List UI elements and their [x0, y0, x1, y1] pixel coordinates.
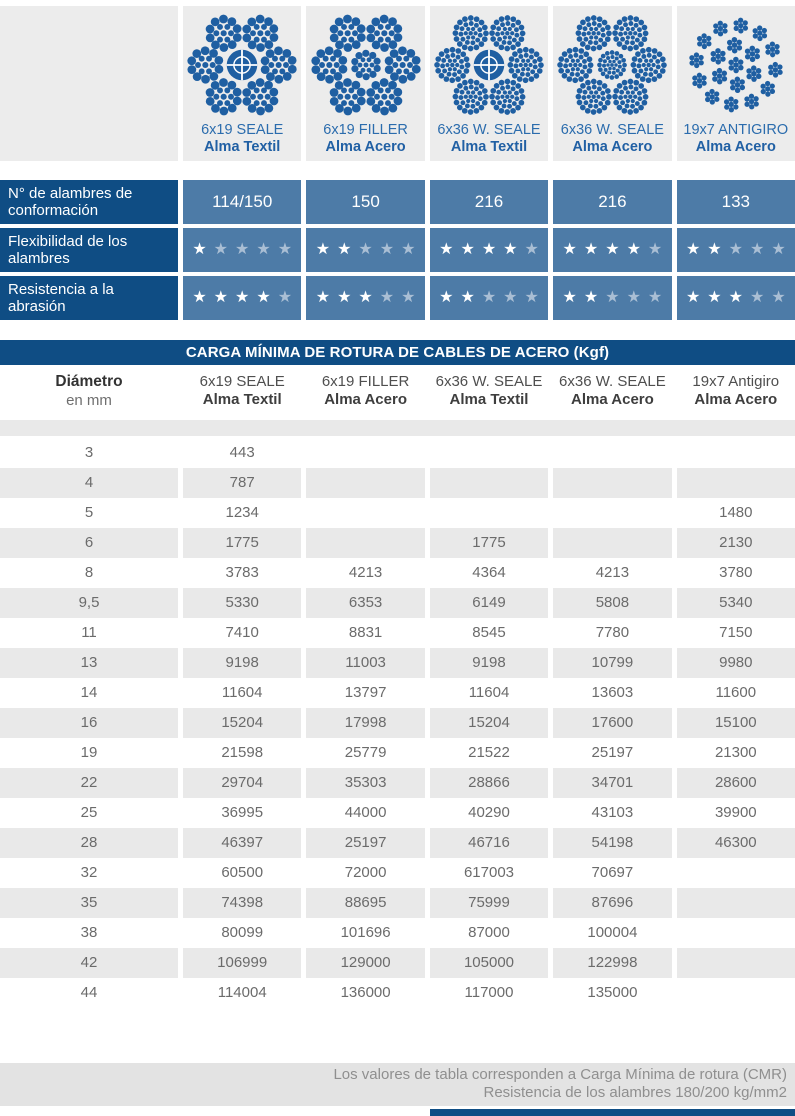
load-value-cell: 15100: [677, 708, 795, 738]
rope-column-header: [430, 373, 548, 410]
star-empty-icon: ★: [647, 241, 663, 258]
load-value-cell: 617003: [463, 863, 515, 881]
diameter-cell: 28: [0, 828, 178, 858]
rope-column-header-line2: Alma Textil: [202, 391, 282, 408]
star-rating: [563, 242, 663, 258]
star-rating: [686, 242, 786, 258]
rope-cross-section-diagram: [433, 8, 545, 122]
rope-panel-label: [437, 123, 540, 156]
star-filled-icon: ★: [213, 289, 229, 306]
star-empty-icon: ★: [771, 289, 786, 306]
star-filled-icon: ★: [439, 289, 454, 306]
rope-core-label: Alma Textil: [450, 139, 528, 156]
star-empty-icon: ★: [647, 289, 663, 306]
load-value-cell: 4364: [472, 563, 506, 581]
load-value-cell: [553, 498, 671, 528]
rope-column-header: [677, 373, 795, 410]
load-value-cell: 80099: [221, 923, 264, 941]
star-filled-icon: ★: [337, 241, 352, 258]
top-left-blank-box: [0, 6, 178, 161]
star-empty-icon: ★: [749, 289, 765, 306]
rope-column-header-line1: 19x7 Antigiro: [692, 373, 780, 390]
load-value-cell: 25779: [344, 743, 387, 761]
diameter-column-header: [0, 373, 178, 410]
star-empty-icon: ★: [256, 241, 271, 258]
spec-row-label: N° de alambres de conformación: [0, 180, 178, 224]
bottom-accent-bar: [430, 1109, 795, 1116]
load-value-cell: 5330: [183, 588, 301, 618]
load-value-cell: [306, 528, 424, 558]
load-value-cell: [677, 888, 795, 918]
spec-row-label: Flexibilidad de los alambres: [0, 228, 178, 272]
diameter-cell: 25: [80, 803, 98, 821]
rope-core-label: Alma Acero: [572, 139, 653, 156]
diameter-cell: 38: [80, 923, 98, 941]
spec-cell-abrasion: [183, 276, 301, 320]
diameter-cell: 32: [80, 863, 98, 881]
rope-type-panels: [0, 6, 795, 161]
catalog-page: [0, 6, 795, 1116]
star-filled-icon: ★: [707, 289, 722, 306]
table-row: [0, 588, 795, 618]
load-value-cell: 7150: [719, 623, 753, 641]
load-value-cell: 21522: [468, 743, 510, 761]
load-value-cell: 129000: [306, 948, 424, 978]
table-row: [0, 708, 795, 738]
star-empty-icon: ★: [503, 289, 518, 306]
load-value-cell: 8545: [472, 623, 506, 641]
star-empty-icon: ★: [401, 289, 416, 306]
table-row: [0, 798, 795, 828]
table-row: [0, 858, 795, 888]
load-value-cell: [430, 498, 548, 528]
load-value-cell: 11003: [306, 648, 424, 678]
star-filled-icon: ★: [460, 241, 475, 258]
load-value-cell: [553, 468, 671, 498]
diameter-cell: 11: [81, 623, 97, 641]
spec-cell-abrasion: [677, 276, 795, 320]
table-body: [0, 438, 795, 1008]
load-value-cell: 136000: [340, 983, 391, 1001]
spec-row-label: Resistencia a la abrasión: [0, 276, 178, 320]
star-filled-icon: ★: [460, 289, 475, 306]
diameter-cell: 6: [0, 528, 178, 558]
load-value-cell: 28600: [677, 768, 795, 798]
load-value-cell: 1775: [183, 528, 301, 558]
star-filled-icon: ★: [192, 289, 207, 306]
star-empty-icon: ★: [481, 289, 497, 306]
load-value-cell: 6149: [430, 588, 548, 618]
spec-cell-abrasion: [430, 276, 548, 320]
star-empty-icon: ★: [277, 289, 293, 306]
load-value-cell: 15204: [183, 708, 301, 738]
load-value-cell: 43103: [591, 803, 634, 821]
footnote-band: [0, 1063, 795, 1107]
star-rating: [686, 290, 786, 306]
diameter-cell: 3: [84, 443, 94, 461]
load-value-cell: 46300: [677, 828, 795, 858]
diameter-cell: 35: [0, 888, 178, 918]
star-filled-icon: ★: [256, 289, 271, 306]
table-row: [0, 828, 795, 858]
load-value-cell: 117000: [464, 983, 514, 1001]
star-filled-icon: ★: [337, 289, 352, 306]
table-title: CARGA MÍNIMA DE ROTURA DE CABLES DE ACERO (Kgf): [0, 340, 795, 365]
rope-cross-section-diagram: [310, 8, 422, 122]
load-value-cell: 46716: [430, 828, 548, 858]
star-empty-icon: ★: [379, 241, 395, 258]
star-empty-icon: ★: [605, 289, 620, 306]
load-value-cell: 87696: [553, 888, 671, 918]
load-value-cell: [677, 948, 795, 978]
load-value-cell: 74398: [183, 888, 301, 918]
star-empty-icon: ★: [401, 241, 416, 258]
rope-panel-label: [201, 123, 283, 156]
star-rating: [439, 242, 539, 258]
table-row: [0, 438, 795, 468]
diameter-cell: 9,5: [0, 588, 178, 618]
load-value-cell: 105000: [430, 948, 548, 978]
diameter-cell: 5: [84, 503, 94, 521]
star-empty-icon: ★: [749, 241, 765, 258]
spec-cell-wires: 133: [677, 180, 795, 224]
load-value-cell: 10799: [553, 648, 671, 678]
table-row: [0, 918, 795, 948]
load-value-cell: 443: [229, 443, 255, 461]
star-filled-icon: ★: [358, 289, 373, 306]
rope-column-header-line2: Alma Textil: [449, 391, 529, 408]
load-value-cell: 21300: [714, 743, 757, 761]
load-value-cell: [677, 468, 795, 498]
load-value-cell: 1480: [719, 503, 753, 521]
table-row: [0, 978, 795, 1008]
table-row: [0, 888, 795, 918]
load-value-cell: [306, 468, 424, 498]
spec-cell-flexibility: [430, 228, 548, 272]
table-row: [0, 738, 795, 768]
star-empty-icon: ★: [213, 241, 229, 258]
load-value-cell: 1775: [430, 528, 548, 558]
spec-cell-flexibility: [677, 228, 795, 272]
load-value-cell: 75999: [430, 888, 548, 918]
star-empty-icon: ★: [235, 241, 250, 258]
load-value-cell: 13797: [344, 683, 387, 701]
load-value-cell: 11604: [468, 683, 510, 701]
load-value-cell: [553, 528, 671, 558]
load-value-cell: 25197: [306, 828, 424, 858]
star-filled-icon: ★: [562, 289, 577, 306]
spec-cell-abrasion: [553, 276, 671, 320]
table-row: [0, 468, 795, 498]
star-filled-icon: ★: [583, 241, 599, 258]
table-row: [0, 678, 795, 708]
load-value-cell: 4213: [348, 563, 383, 581]
load-value-cell: 88695: [306, 888, 424, 918]
rope-construction-label: 19x7 ANTIGIRO: [683, 122, 789, 139]
star-filled-icon: ★: [235, 289, 250, 306]
rope-panel-label: [323, 123, 408, 156]
breaking-load-table: [0, 340, 795, 1008]
load-value-cell: 54198: [553, 828, 671, 858]
load-value-cell: [677, 918, 795, 948]
load-value-cell: 3783: [225, 563, 259, 581]
spec-cell-wires: 216: [430, 180, 548, 224]
star-rating: [316, 290, 416, 306]
star-filled-icon: ★: [685, 241, 701, 258]
star-filled-icon: ★: [605, 241, 620, 258]
rope-cross-section-diagram: [186, 8, 298, 122]
spec-cell-wires: 150: [306, 180, 424, 224]
load-value-cell: 17600: [553, 708, 671, 738]
load-value-cell: 9980: [677, 648, 795, 678]
spec-cell-flexibility: [553, 228, 671, 272]
load-value-cell: 3780: [719, 563, 753, 581]
rope-column-header: [553, 373, 671, 410]
load-value-cell: 13603: [591, 683, 634, 701]
table-row: [0, 768, 795, 798]
load-value-cell: 36995: [221, 803, 264, 821]
load-value-cell: 40290: [468, 803, 510, 821]
table-row: [0, 498, 795, 528]
load-value-cell: [430, 468, 548, 498]
load-value-cell: 60500: [221, 863, 264, 881]
spec-row-flexibility: [0, 228, 795, 272]
spec-cell-flexibility: [306, 228, 424, 272]
table-row: [0, 618, 795, 648]
star-filled-icon: ★: [626, 241, 641, 258]
load-value-cell: 11604: [221, 683, 263, 701]
rope-core-label: Alma Textil: [204, 139, 281, 156]
star-rating: [192, 242, 292, 258]
rope-column-header-line1: 6x36 W. SEALE: [435, 373, 543, 390]
load-value-cell: 17998: [306, 708, 424, 738]
rope-column-header-line1: 6x19 SEALE: [199, 373, 285, 390]
star-empty-icon: ★: [626, 289, 641, 306]
load-value-cell: 34701: [553, 768, 671, 798]
load-value-cell: 35303: [306, 768, 424, 798]
load-value-cell: 72000: [344, 863, 387, 881]
diameter-cell: 44: [80, 983, 98, 1001]
rope-panel-3: [430, 6, 548, 161]
table-header-row: [0, 365, 795, 420]
load-value-cell: [677, 438, 795, 468]
rope-panel-label: [683, 123, 788, 156]
diameter-cell: 14: [80, 683, 98, 701]
load-value-cell: 29704: [183, 768, 301, 798]
rope-panel-label: [561, 123, 664, 156]
load-value-cell: 122998: [553, 948, 671, 978]
diameter-cell: 16: [0, 708, 178, 738]
spec-cell-wires: 114/150: [183, 180, 301, 224]
diameter-header-line1: Diámetro: [55, 373, 123, 390]
star-empty-icon: ★: [277, 241, 293, 258]
star-filled-icon: ★: [728, 289, 743, 306]
spec-cell-abrasion: [306, 276, 424, 320]
table-row: [0, 528, 795, 558]
star-filled-icon: ★: [439, 241, 454, 258]
load-value-cell: 6353: [306, 588, 424, 618]
footnote-line1: Los valores de tabla corresponden a Carga Mínima de rotura (CMR): [333, 1065, 787, 1083]
load-value-cell: 28866: [430, 768, 548, 798]
load-value-cell: 46397: [183, 828, 301, 858]
load-value-cell: 15204: [430, 708, 548, 738]
star-empty-icon: ★: [358, 241, 373, 258]
star-filled-icon: ★: [192, 241, 207, 258]
diameter-cell: 8: [84, 563, 94, 581]
star-filled-icon: ★: [685, 289, 701, 306]
star-filled-icon: ★: [707, 241, 722, 258]
load-value-cell: [306, 498, 424, 528]
rope-column-header-line2: Alma Acero: [694, 391, 778, 408]
load-value-cell: 9198: [183, 648, 301, 678]
empty-stripe-row: [0, 420, 795, 436]
rope-panel-5: [677, 6, 795, 161]
load-value-cell: [553, 438, 671, 468]
diameter-cell: 19: [80, 743, 98, 761]
load-value-cell: 7780: [595, 623, 630, 641]
diameter-cell: 22: [0, 768, 178, 798]
spec-cell-wires: 216: [553, 180, 671, 224]
rope-cross-section-diagram: [680, 8, 792, 122]
diameter-cell: 42: [0, 948, 178, 978]
load-value-cell: 21598: [221, 743, 264, 761]
star-filled-icon: ★: [315, 289, 331, 306]
rope-construction-label: 6x36 W. SEALE: [560, 122, 664, 139]
rope-construction-label: 6x36 W. SEALE: [437, 122, 541, 139]
rope-panel-4: [553, 6, 671, 161]
load-value-cell: 100004: [587, 923, 638, 941]
diameter-cell: 13: [0, 648, 178, 678]
spec-table: [0, 180, 795, 320]
load-value-cell: 135000: [587, 983, 638, 1001]
load-value-cell: 1234: [225, 503, 259, 521]
spec-row-wires: [0, 180, 795, 224]
rope-core-label: Alma Acero: [325, 139, 406, 156]
star-filled-icon: ★: [562, 241, 577, 258]
load-value-cell: 9198: [430, 648, 548, 678]
load-value-cell: 7410: [225, 623, 259, 641]
load-value-cell: 5340: [677, 588, 795, 618]
rope-construction-label: 6x19 SEALE: [201, 122, 284, 139]
star-filled-icon: ★: [481, 241, 497, 258]
load-value-cell: 39900: [714, 803, 757, 821]
rope-cross-section-diagram: [556, 8, 668, 122]
load-value-cell: 101696: [340, 923, 391, 941]
load-value-cell: [677, 978, 795, 1008]
rope-panel-1: [183, 6, 301, 161]
rope-column-header-line2: Alma Acero: [324, 391, 407, 408]
load-value-cell: 106999: [183, 948, 301, 978]
star-rating: [192, 290, 292, 306]
load-value-cell: 114004: [217, 983, 267, 1001]
star-empty-icon: ★: [524, 241, 539, 258]
load-value-cell: 11600: [715, 683, 757, 701]
load-value-cell: 8831: [348, 623, 383, 641]
load-value-cell: [677, 858, 795, 888]
star-rating: [316, 242, 416, 258]
load-value-cell: 87000: [468, 923, 510, 941]
rope-column-header-line2: Alma Acero: [570, 391, 654, 408]
spec-row-abrasion: [0, 276, 795, 320]
rope-construction-label: 6x19 FILLER: [323, 122, 408, 139]
diameter-cell: 4: [0, 468, 178, 498]
load-value-cell: 4213: [595, 563, 630, 581]
load-value-cell: 25197: [591, 743, 634, 761]
table-row: [0, 948, 795, 978]
star-filled-icon: ★: [583, 289, 599, 306]
load-value-cell: [306, 438, 424, 468]
load-value-cell: 70697: [591, 863, 634, 881]
rope-column-header: [183, 373, 301, 410]
diameter-header-line2: en mm: [66, 391, 112, 409]
load-value-cell: 2130: [677, 528, 795, 558]
star-empty-icon: ★: [379, 289, 395, 306]
star-empty-icon: ★: [524, 289, 539, 306]
star-empty-icon: ★: [728, 241, 743, 258]
star-rating: [563, 290, 663, 306]
star-filled-icon: ★: [503, 241, 518, 258]
footnote-line2: Resistencia de los alambres 180/200 kg/mm2: [483, 1084, 787, 1102]
star-filled-icon: ★: [315, 241, 331, 258]
load-value-cell: 787: [183, 468, 301, 498]
rope-column-header-line1: 6x36 W. SEALE: [559, 373, 666, 390]
rope-panel-2: [306, 6, 424, 161]
table-row: [0, 648, 795, 678]
rope-column-header-line1: 6x19 FILLER: [321, 373, 410, 390]
load-value-cell: 44000: [344, 803, 387, 821]
spec-cell-flexibility: [183, 228, 301, 272]
load-value-cell: [430, 438, 548, 468]
rope-core-label: Alma Acero: [695, 139, 776, 156]
star-empty-icon: ★: [771, 241, 786, 258]
load-value-cell: 5808: [553, 588, 671, 618]
table-row: [0, 558, 795, 588]
rope-column-header: [306, 373, 424, 410]
star-rating: [439, 290, 539, 306]
